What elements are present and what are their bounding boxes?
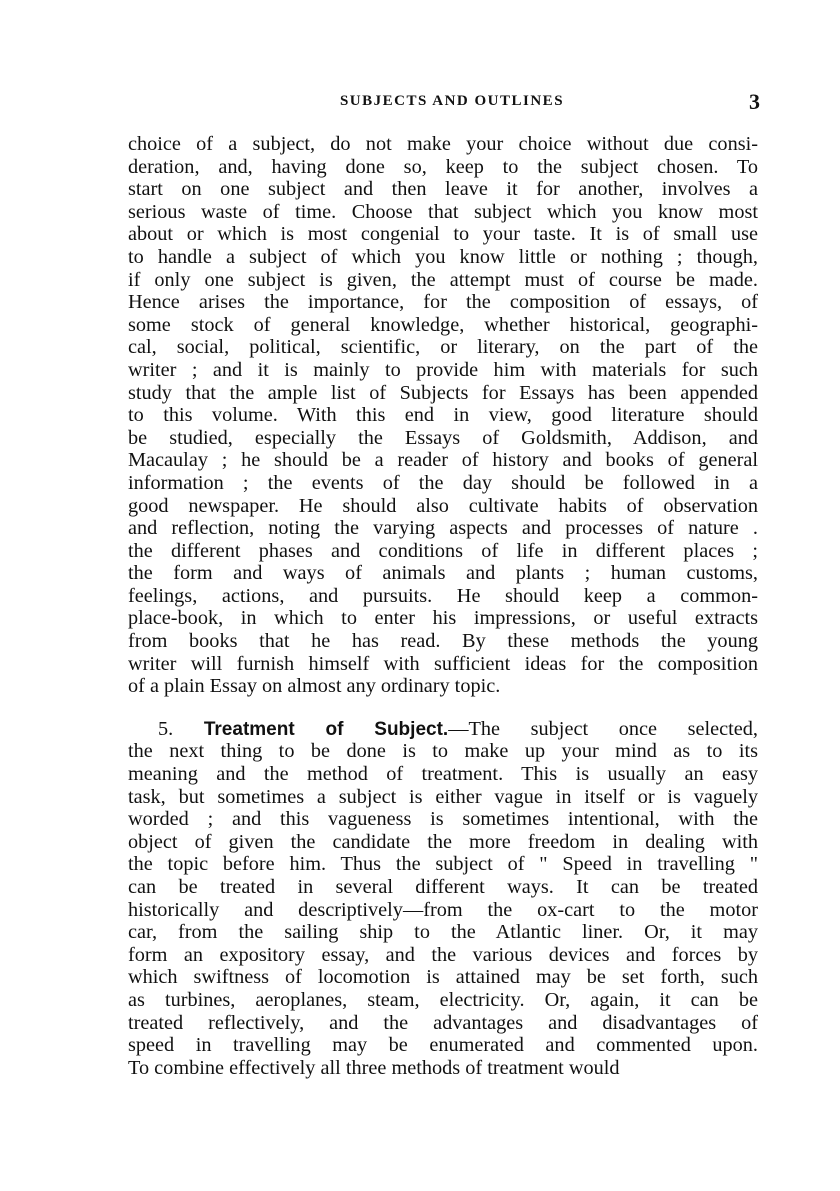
text-line: deration, and, having done so, keep to the subject chosen. To <box>128 155 758 178</box>
text-line: form an expository essay, and the various devices and forces by <box>128 943 758 966</box>
paragraph-section-5 <box>128 718 758 1080</box>
text-line: car, from the sailing ship to the Atlantic liner. Or, it may <box>128 921 758 944</box>
text-line: the form and ways of animals and plants ; human customs, <box>128 562 758 585</box>
text-line: place-book, in which to enter his impressions, or useful extracts <box>128 607 758 630</box>
paragraph-gap <box>128 698 758 718</box>
text-line: feelings, actions, and pursuits. He should keep a common- <box>128 584 758 607</box>
text-line: the next thing to be done is to make up your mind as to its <box>128 740 758 763</box>
text-line: serious waste of time. Choose that subject which you know most <box>128 200 758 223</box>
text-line: good newspaper. He should also cultivate habits of observation <box>128 494 758 517</box>
text-line: can be treated in several different ways. It can be treated <box>128 876 758 898</box>
text-line: historically and descriptively—from the ox-cart to the motor <box>128 898 758 921</box>
text-line: Macaulay ; he should be a reader of history and books of general <box>128 449 758 472</box>
text-line: To combine effectively all three methods of treatment would <box>128 1056 620 1079</box>
text-line: and reflection, noting the varying aspects and processes of nature . <box>128 517 758 540</box>
text-line: choice of a subject, do not make your choice without due consi- <box>128 133 758 155</box>
text-line: the topic before him. Thus the subject of " Speed in travelling " <box>128 853 758 876</box>
text-line: some stock of general knowledge, whether historical, geographi- <box>128 313 758 336</box>
text-line: start on one subject and then leave it for another, involves a <box>128 178 758 201</box>
text-line: task, but sometimes a subject is either vague in itself or is vaguely <box>128 785 758 808</box>
text-line: writer will furnish himself with sufficient ideas for the composition <box>128 652 758 675</box>
text-line: study that the ample list of Subjects for Essays has been appended <box>128 381 758 404</box>
text-line: information ; the events of the day should be followed in a <box>128 471 758 494</box>
running-head: SUBJECTS AND OUTLINES <box>339 93 565 109</box>
body-text <box>128 133 758 1079</box>
text-line: speed in travelling may be enumerated and commented upon. <box>128 1034 758 1057</box>
text-line: as turbines, aeroplanes, steam, electricity. Or, again, it can be <box>128 988 758 1011</box>
text-line: meaning and the method of treatment. This is usually an easy <box>128 763 758 786</box>
text-line: object of given the candidate the more freedom in dealing with <box>128 830 758 853</box>
page-number: 3 <box>749 89 760 114</box>
page-header <box>128 89 760 117</box>
text-line: worded ; and this vagueness is sometimes intentional, with the <box>128 808 758 831</box>
text-line: cal, social, political, scientific, or literary, on the part of the <box>128 336 758 359</box>
section-5-first-line <box>128 718 758 741</box>
text-line: Hence arises the importance, for the composition of essays, of <box>128 291 758 314</box>
text-line: if only one subject is given, the attempt must of course be made. <box>128 268 758 291</box>
text-line: treated reflectively, and the advantages and disadvantages of <box>128 1011 758 1034</box>
text-line: to this volume. With this end in view, good literature should <box>128 404 758 427</box>
text-line: which swiftness of locomotion is attained may be set forth, such <box>128 966 758 989</box>
section-first-line-text: —The subject once selected, <box>448 717 759 740</box>
text-line: the different phases and conditions of life in different places ; <box>128 539 758 562</box>
section-number: 5. <box>158 717 174 740</box>
paragraph-1 <box>128 133 758 698</box>
text-line: writer ; and it is mainly to provide him with materials for such <box>128 358 758 381</box>
text-line: from books that he has read. By these methods the young <box>128 630 758 653</box>
section-title: Treatment of Subject. <box>203 718 449 740</box>
text-line: about or which is most congenial to your taste. It is of small use <box>128 223 758 246</box>
text-line: to handle a subject of which you know little or nothing ; though, <box>128 245 758 268</box>
text-line: be studied, especially the Essays of Goldsmith, Addison, and <box>128 426 758 449</box>
text-line: of a plain Essay on almost any ordinary topic. <box>128 675 501 698</box>
